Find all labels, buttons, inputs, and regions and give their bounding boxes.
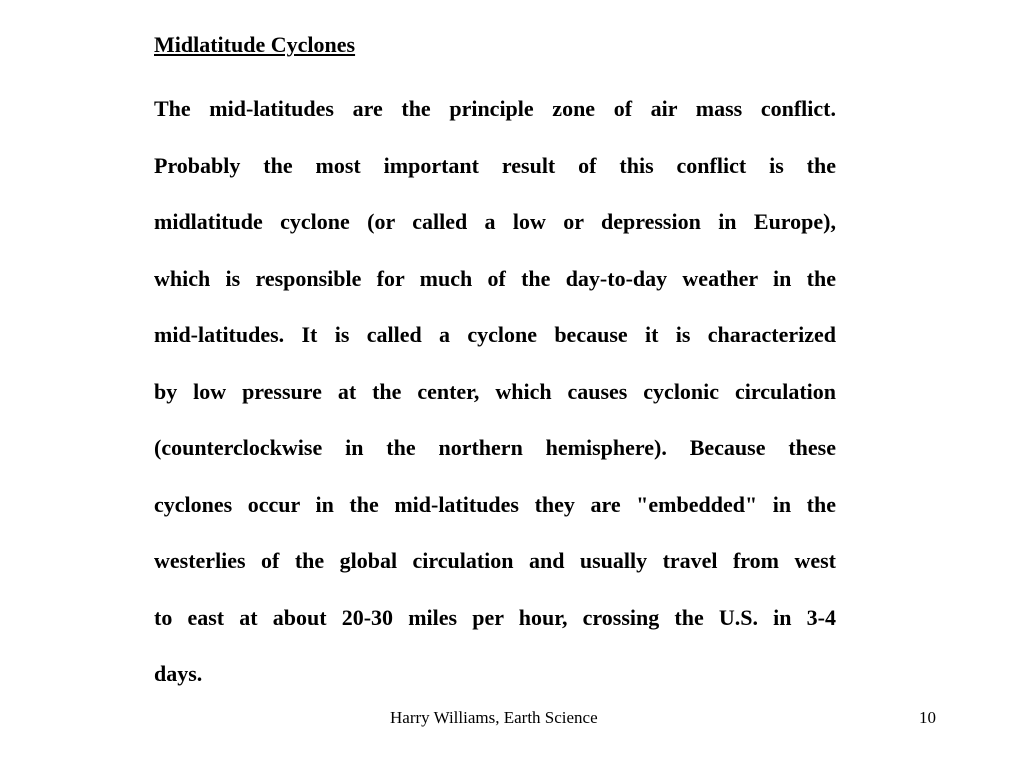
paragraph-line: Probably the most important result of this conflict is the (154, 152, 836, 178)
slide-title: Midlatitude Cyclones (154, 32, 356, 57)
paragraph-line: which is responsible for much of the day-to-day weather in the (154, 265, 836, 291)
paragraph-line: days. (154, 661, 203, 686)
body-paragraph (154, 81, 836, 703)
footer-source: Harry Williams, Earth Science (390, 708, 598, 727)
paragraph-line: midlatitude cyclone (or called a low or depression in Europe), (154, 209, 836, 234)
paragraph-line: The mid-latitudes are the principle zone of air mass conflict. (154, 96, 836, 121)
page-number: 10 (919, 708, 936, 727)
paragraph-line: mid-latitudes. It is called a cyclone because it is characterized (154, 322, 836, 347)
paragraph-line: cyclones occur in the mid-latitudes they are "embedded" in the (154, 491, 836, 517)
paragraph-line: by low pressure at the center, which causes cyclonic circulation (154, 378, 836, 404)
paragraph-line: westerlies of the global circulation and usually travel from west (154, 548, 836, 573)
paragraph-line: to east at about 20-30 miles per hour, crossing the U.S. in 3-4 (154, 604, 836, 630)
paragraph-line: (counterclockwise in the northern hemisphere). Because these (154, 435, 836, 460)
